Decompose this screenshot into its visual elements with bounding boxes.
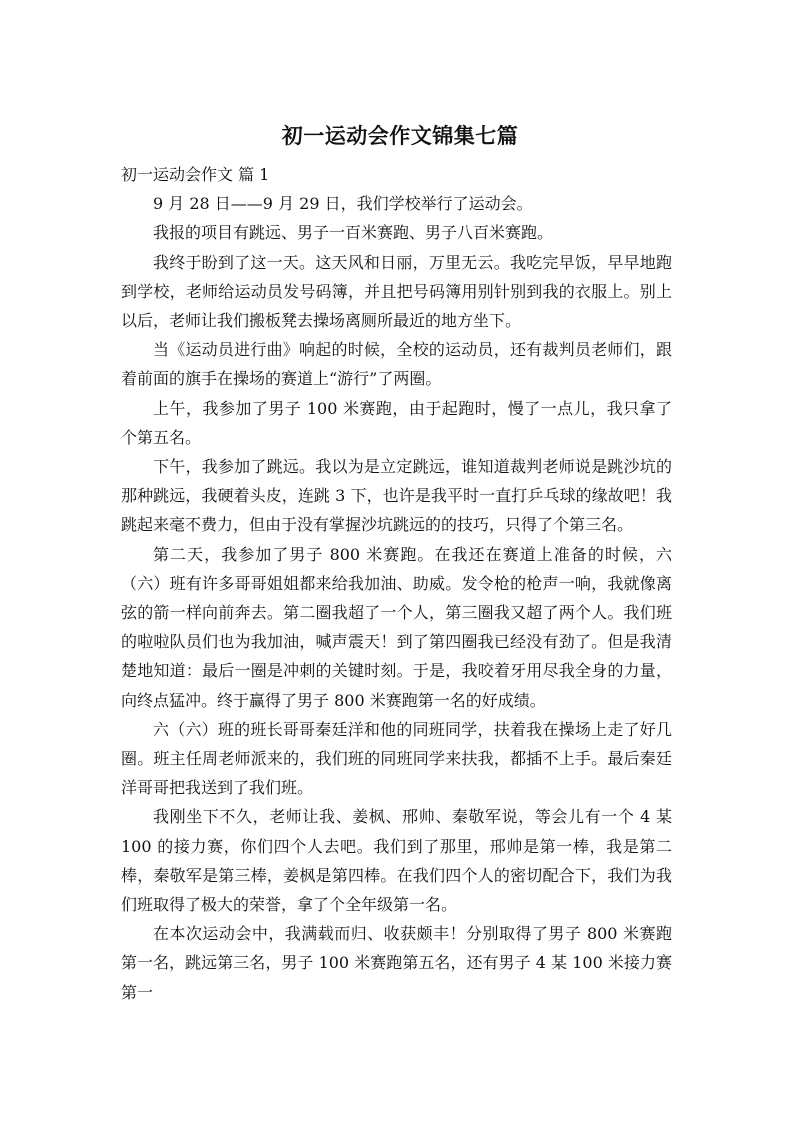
article-body	[121, 160, 672, 1007]
paragraph: 第二天，我参加了男子 800 米赛跑。在我还在赛道上准备的时候，六（六）班有许多哥哥姐姐都来给我加油、助威。发令枪的枪声一响，我就像离弦的箭一样向前奔去。第二圈我超了一个人，第三圈我又超了两个人。我们班的啦啦队员们也为我加油，喊声震天！到了第四圈我已经没有劲了。但是我清楚地知道：最后一圈是冲刺的关键时刻。于是，我咬着牙用尽我全身的力量，向终点猛冲。终于赢得了男子 800 米赛跑第一名的好成绩。	[121, 544, 672, 710]
section-heading: 初一运动会作文 篇 1	[121, 165, 270, 184]
paragraph: 我报的项目有跳远、男子一百米赛跑、男子八百米赛跑。	[153, 223, 554, 243]
paragraph: 我终于盼到了这一天。这天风和日丽，万里无云。我吃完早饭，早早地跑到学校，老师给运动员发号码簿，并且把号码簿用别针别到我的衣服上。别上以后，老师让我们搬板凳去操场离厕所最近的地方坐下。	[121, 252, 672, 331]
paragraph: 我刚坐下不久，老师让我、姜枫、邢帅、秦敬军说，等会儿有一个 4 某 100 的接力赛，你们四个人去吧。我们到了那里，邢帅是第一棒，我是第二棒，秦敬军是第三棒，姜枫是第四棒。在我们四个人的密切配合下，我们为我们班取得了极大的荣誉，拿了个全年级第一名。	[121, 807, 672, 915]
paragraph: 上午，我参加了男子 100 米赛跑，由于起跑时，慢了一点儿，我只拿了个第五名。	[121, 398, 672, 447]
paragraph: 9 月 28 日——9 月 29 日，我们学校举行了运动会。	[153, 194, 533, 214]
paragraph: 在本次运动会中，我满载而归、收获颇丰！分别取得了男子 800 米赛跑第一名，跳远第三名，男子 100 米赛跑第五名，还有男子 4 某 100 米接力赛第一	[121, 924, 672, 1002]
paragraph: 下午，我参加了跳远。我以为是立定跳远，谁知道裁判老师说是跳沙坑的那种跳远，我硬着头皮，连跳 3 下，也许是我平时一直打乒乓球的缘故吧！我跳起来毫不费力，但由于没有掌握沙坑跳远的的技巧，只得了个第三名。	[121, 457, 672, 535]
paragraph: 六（六）班的班长哥哥秦廷洋和他的同班同学，扶着我在操场上走了好几圈。班主任周老师派来的，我们班的同班同学来扶我，都插不上手。最后秦廷洋哥哥把我送到了我们班。	[121, 719, 672, 798]
paragraph: 当《运动员进行曲》响起的时候，全校的运动员，还有裁判员老师们，跟着前面的旗手在操场的赛道上“游行”了两圈。	[121, 340, 672, 389]
page-title: 初一运动会作文锦集七篇	[281, 124, 519, 148]
